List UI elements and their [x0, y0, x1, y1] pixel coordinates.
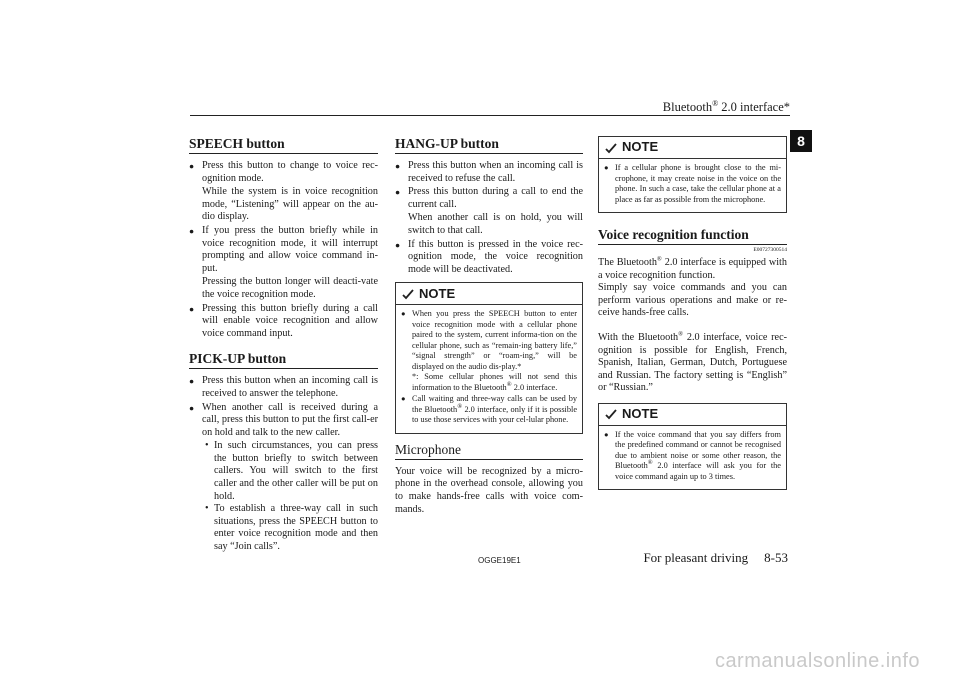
note-bullet: ● When you press the SPEECH button to enter voice recognition mode with a cellular phone paired to the system, current informa-tion on the cellular phone, such as “remain-ing battery life,” “signal strength” or “roam-ing,” will be displayed on the audio dis-play.* *: Some cellular phones will not send this information to the Bluetooth® 2.0 interface.	[401, 309, 577, 393]
running-head: Bluetooth® 2.0 interface*	[662, 98, 790, 114]
pencil-check-icon	[604, 407, 618, 421]
note-header	[599, 404, 786, 426]
heading-microphone: Microphone	[395, 442, 583, 460]
vr-paragraph: The Bluetooth® 2.0 interface is equipped with a voice recognition function.	[598, 255, 787, 281]
page-number: 8-53	[764, 550, 788, 565]
document-code: OGGE19E1	[478, 556, 521, 565]
column-2	[395, 136, 583, 516]
bullet: ● Press this button during a call to end the current call.	[395, 186, 583, 211]
sub-bullet: • In such circumstances, you can press the button briefly to switch between callers. You will switch to the first caller and the other caller will be put on hold.	[189, 440, 378, 503]
page-footer	[643, 550, 788, 566]
heading-voice-recognition: Voice recognition function	[598, 227, 787, 245]
bullet: ● Press this button when an incoming call is received to refuse the call.	[395, 160, 583, 185]
bullet-continuation: When another call is on hold, you will switch to that call.	[408, 212, 583, 236]
bullet: ● Press this button when an incoming call is received to answer the telephone.	[189, 375, 378, 400]
note-label: NOTE	[622, 139, 659, 155]
bullet: ● If you press the button briefly while in voice recognition mode, it will interrupt prompting and allow voice command in-put.	[189, 225, 378, 275]
bullet-continuation: Pressing the button longer will deacti-vate the voice recognition mode.	[202, 276, 378, 300]
vr-paragraph: Simply say voice commands and you can perform various operations and make or re-ceive hands-free calls.	[598, 282, 787, 319]
note-bullet: ● If the voice command that you say differs from the predefined command or cannot be recognised due to ambient noise or some other reason, the Bluetooth® 2.0 interface will ask you for the voice command again up to 3 times.	[604, 430, 781, 483]
heading-hangup-button: HANG-UP button	[395, 136, 583, 154]
bullet: ● If this button is pressed in the voice rec-ognition mode, the voice recognition mode will be deactivated.	[395, 239, 583, 277]
watermark: carmanualsonline.info	[714, 650, 920, 672]
bullet: ● Press this button to change to voice rec-ognition mode.	[189, 160, 378, 185]
note-box	[598, 136, 787, 213]
section-code: E00727300514	[753, 247, 787, 253]
note-label: NOTE	[622, 406, 659, 422]
bullet-continuation: While the system is in voice recognition mode, “Listening” will appear on the au-dio display.	[202, 186, 378, 223]
note-bullet: ● If a cellular phone is brought close to the mi-crophone, it may create noise in the voice on the phone. In such a case, take the cellular phone at a place as far as possible from the microphone.	[604, 163, 781, 205]
header-rule	[190, 115, 790, 116]
pencil-check-icon	[604, 141, 618, 155]
sub-bullet: • To establish a three-way call in such situations, press the SPEECH button to enter voice recognition mode and then say “Join calls”.	[189, 503, 378, 553]
note-label: NOTE	[419, 285, 456, 301]
bullet: ● When another call is received during a call, press this button to put the first call-er on hold and talk to the new caller.	[189, 402, 378, 440]
footer-section: For pleasant driving	[643, 550, 749, 565]
note-box	[395, 282, 583, 434]
column-3	[598, 136, 787, 498]
note-bullet: ● Call waiting and three-way calls can be used by the Bluetooth® 2.0 interface, only if it is possible to use those services with your cel-lular phone.	[401, 394, 577, 426]
column-1	[189, 136, 378, 554]
microphone-text: Your voice will be recognized by a micro-phone in the overhead console, allowing you to make hands-free calls with voice com-mands.	[395, 465, 583, 515]
note-header	[599, 137, 786, 159]
heading-speech-button: SPEECH button	[189, 136, 378, 154]
bullet: ● Pressing this button briefly during a call will enable voice recognition and allow voice command input.	[189, 303, 378, 341]
pencil-check-icon	[401, 287, 415, 301]
note-header	[396, 283, 582, 305]
heading-pickup-button: PICK-UP button	[189, 351, 378, 369]
section-tab: 8	[790, 130, 812, 152]
vr-paragraph: With the Bluetooth® 2.0 interface, voice rec-ognition is possible for English, French, Spanish, Italian, German, Dutch, Portuguese and Russian. The factory setting is “English” or “Russian.”	[598, 330, 787, 394]
note-box	[598, 403, 787, 491]
